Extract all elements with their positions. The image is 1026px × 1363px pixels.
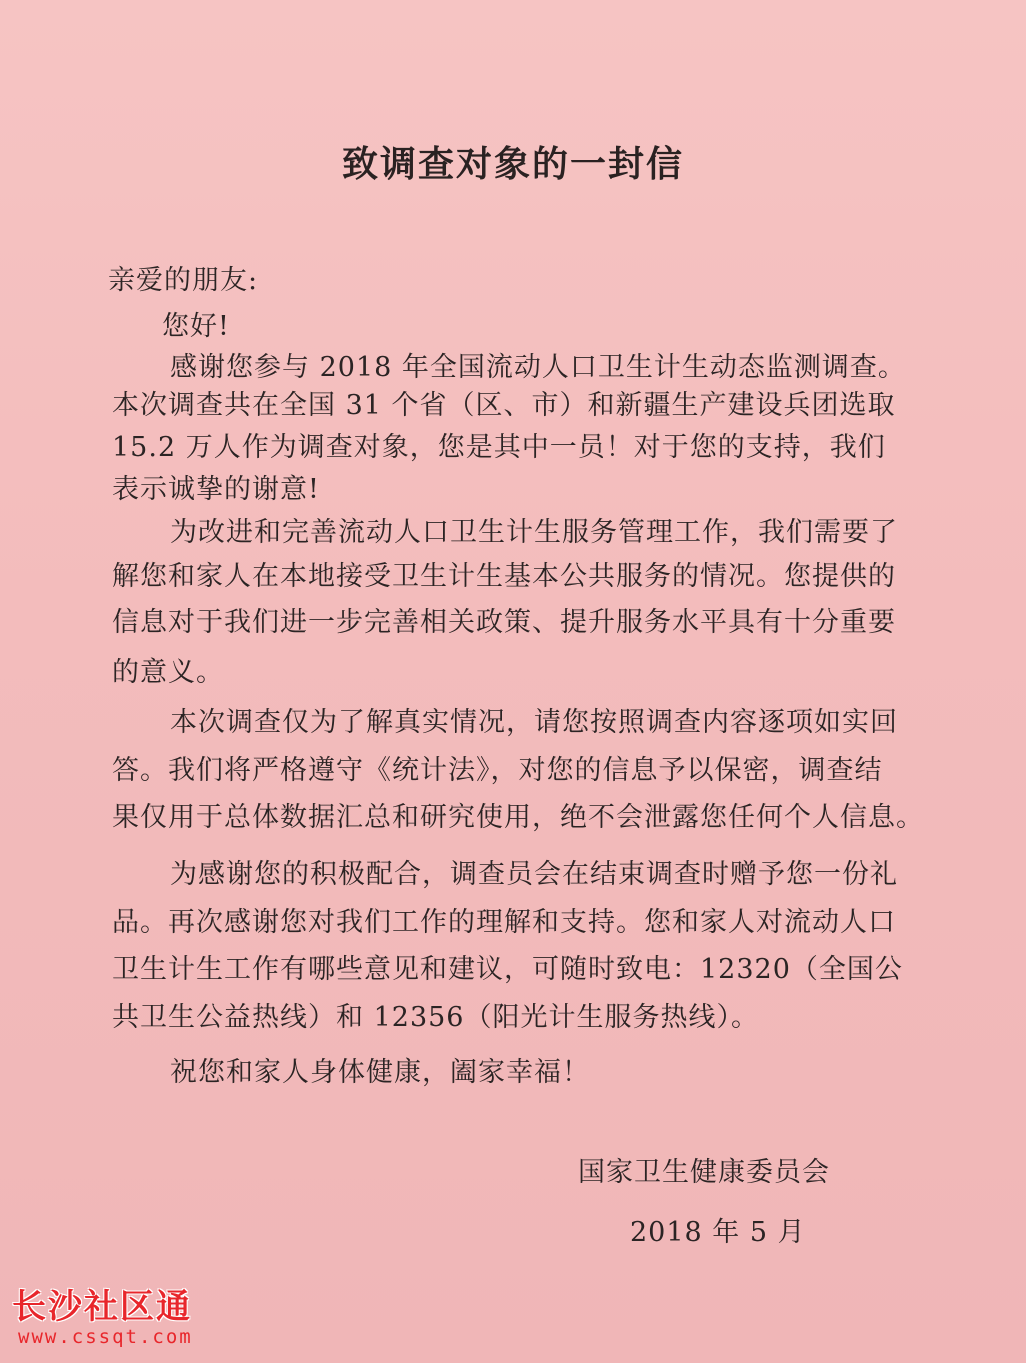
body-line: 的意义。 [112, 657, 224, 688]
body-line: 果仅用于总体数据汇总和研究使用，绝不会泄露您任何个人信息。 [112, 802, 924, 833]
site-watermark [12, 1288, 222, 1348]
letter-title: 致调查对象的一封信 [341, 143, 684, 185]
body-line: 表示诚挚的谢意! [112, 474, 320, 505]
body-line: 本次调查仅为了解真实情况，请您按照调查内容逐项如实回 [170, 707, 898, 738]
watermark-name: 长沙社区通 [12, 1287, 192, 1327]
closing-line: 祝您和家人身体健康，阖家幸福！ [170, 1057, 590, 1088]
signature-date: 2018 年 5 月 [630, 1217, 806, 1248]
body-line: 卫生计生工作有哪些意见和建议，可随时致电：12320（全国公 [112, 954, 903, 985]
body-line: 为改进和完善流动人口卫生计生服务管理工作，我们需要了 [170, 517, 898, 548]
signature-organization: 国家卫生健康委员会 [578, 1157, 830, 1188]
body-line: 本次调查共在全国 31 个省（区、市）和新疆生产建设兵团选取 [112, 390, 896, 421]
body-line: 为感谢您的积极配合，调查员会在结束调查时赠予您一份礼 [170, 859, 898, 890]
body-line: 信息对于我们进一步完善相关政策、提升服务水平具有十分重要 [112, 607, 896, 638]
greeting-line: 您好! [162, 311, 230, 342]
body-line: 品。再次感谢您对我们工作的理解和支持。您和家人对流动人口 [112, 907, 896, 938]
salutation: 亲爱的朋友: [108, 265, 259, 296]
body-line: 答。我们将严格遵守《统计法》，对您的信息予以保密，调查结 [112, 755, 883, 786]
body-line: 解您和家人在本地接受卫生计生基本公共服务的情况。您提供的 [112, 561, 896, 592]
body-line: 共卫生公益热线）和 12356（阳光计生服务热线）。 [112, 1002, 759, 1033]
body-line: 感谢您参与 2018 年全国流动人口卫生计生动态监测调查。 [170, 352, 906, 383]
watermark-url: www.cssqt.com [18, 1326, 193, 1348]
body-line: 15.2 万人作为调查对象，您是其中一员！对于您的支持，我们 [112, 432, 886, 463]
